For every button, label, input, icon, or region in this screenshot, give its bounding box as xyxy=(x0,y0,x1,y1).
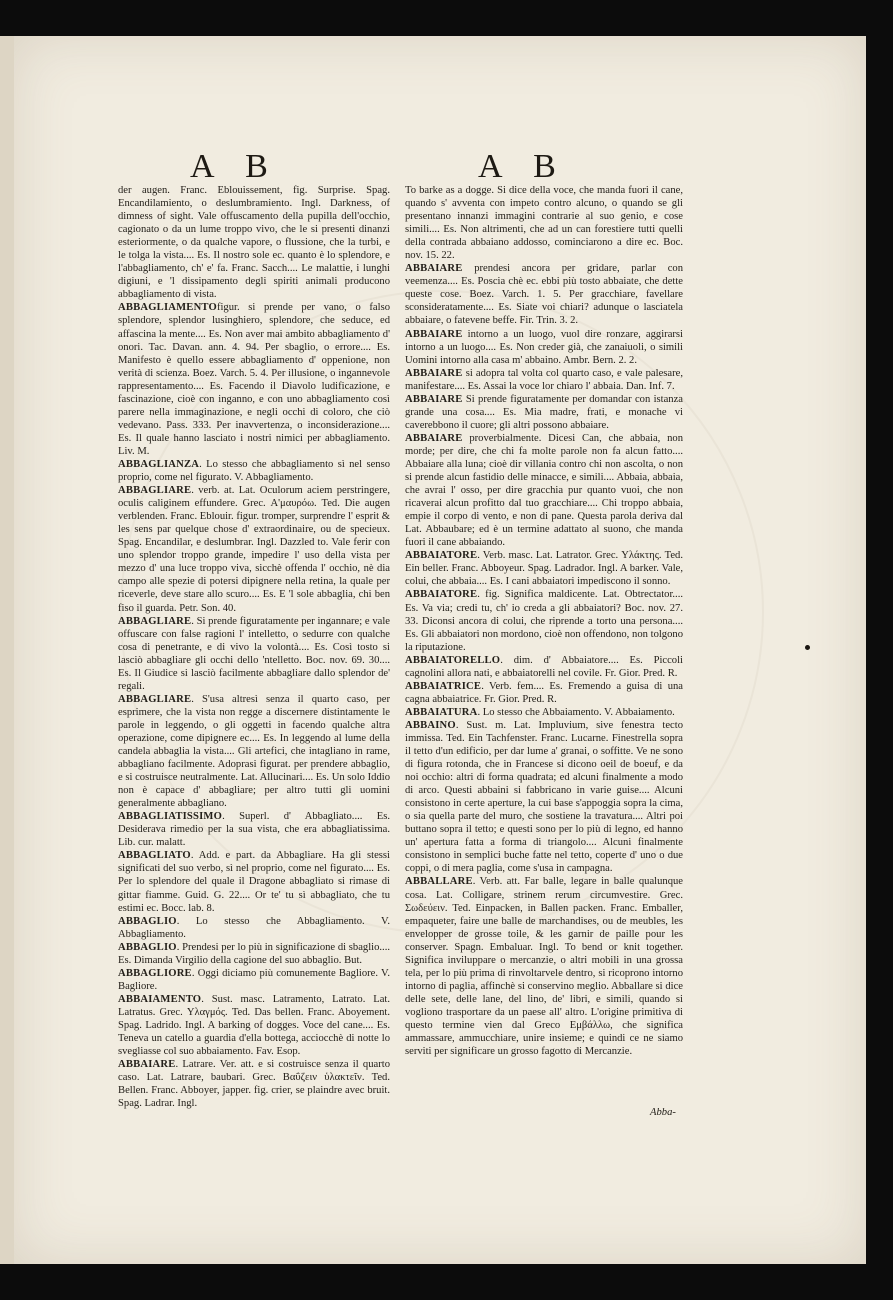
dictionary-entry xyxy=(405,393,683,432)
entry-headword: ABBAGLIAMENTO xyxy=(118,302,217,314)
dictionary-entry xyxy=(405,706,683,719)
entry-text: . Verb. fem.... Es. Fremendo a guisa di una cagna abbaiatrice. Fr. Gior. Pred. R. xyxy=(405,680,683,705)
entry-headword: ABBAIATORE xyxy=(405,550,478,562)
entry-text: . Verb. att. Far balle, legare in balle qualunque cosa. Lat. Colligare, strinem rerum circumvestire. Grec. Σωδεύειν. Ted. Einpacken, in Ballen packen. Franc. Emballer, empaqueter, faire une balle de marchandises, ou de meubles, les envelopper de grosse toile, & les garnir de paille pour les conserver. Spagn. Embaluar. Ingl. To bend or knit together. Significa inviluppare o mercanzie, o altri mobili in una grossa tela, per lo più prima di rinvoltarvele dentro, si ricoprono intorno intorno di paglia, affinchè si conservino meglio. Abballare si dice delle sete, delle lane, del lino, de' libri, e simili, quando si vogliono trasportare da un paese all' altro. L'origine primitiva di questo termine vien dal Greco Εμβάλλω, che significa ammassare, ammucchiare, unire insieme; e quindi ce ne siamo serviti per significare un grosso fagotto di Mercanzie. xyxy=(405,876,683,1058)
right-column xyxy=(405,184,683,1058)
entry-text: . Verb. masc. Lat. Latrator. Grec. Υλάκτης. Ted. Ein beller. Franc. Abboyeur. Spag. Ladrador. Ingl. A barker. Vale, colui, che abbaia.... Es. I cani abbaiatori impediscono il sonno. xyxy=(405,550,683,588)
entry-text: . Si prende figuratamente per ingannare; e vale offuscare con false ragioni l' intelletto, o sedurre con qualche cosa di penetrante, e di vivo la volontà.... Es. Così tosto si lasciò abbagliare gli occhi dello 'ntelletto. Boc. nov. 69. 30.... Es. Il Giudice si lasciò facilmente abbagliare dallo splendor de' regali. xyxy=(118,615,390,692)
entry-headword: ABBAIARE xyxy=(405,367,463,379)
entry-headword: ABBAIATURA xyxy=(405,706,478,718)
dictionary-entry xyxy=(405,654,683,680)
entry-text: intorno a un luogo, vuol dire ronzare, aggirarsi intorno a un luogo.... Es. Non creder già, che zanaiuoli, o simili Uomini intorno alla casa m' abbaino. Ambr. Bern. 2. 2. xyxy=(405,328,683,366)
entry-headword: ABBAIARE xyxy=(118,1059,176,1071)
left-column xyxy=(118,184,390,1110)
entry-text: der augen. Franc. Eblouissement, fig. Surprise. Spag. Encandilamiento, o deslumbramiento. Ingl. Darkness, of dimness of sight. Vale offuscamento della pupilla dell'occhio, cagionato o da un lume troppo vivo, che le si presenti dinanzi esteriormente, o da qualche vapore, o flussione, che la turbi, e le tolga la vista.... Es. Il nostro sole ec. quanto è lo splendore, e l'abbagliamento, ch' e' fa. Franc. Sacch.... Le malattie, i lunghi digiuni, e 'l dissipamento degli spiriti animali producono abbagliamento di vista. xyxy=(118,185,390,301)
entry-text: . Superl. d' Abbagliato.... Es. Desiderava rimedio per la sua vista, che era abbagliatissima. Lib. cur. malatt. xyxy=(118,811,390,849)
dictionary-entry xyxy=(118,484,390,614)
entry-text: . Lo stesso che abbagliamento sì nel senso proprio, come nel figurato. V. Abbagliamento. xyxy=(118,458,390,484)
entry-headword: ABBAIATORE xyxy=(405,589,478,601)
dictionary-entry xyxy=(118,458,390,484)
dictionary-entry xyxy=(405,875,683,1058)
entry-headword: ABBAGLIARE xyxy=(118,693,192,705)
entry-text: . Latrare. Ver. att. e si costruisce senza il quarto caso. Lat. Latrare, baubari. Grec. Βαΰζειν ὑλακτεῖν. Ted. Bellen. Franc. Abboyer, japper. fig. crier, se plaindre avec bruit. Spag. Ladrar. Ingl. xyxy=(118,1059,390,1110)
entry-text: prendesi ancora per gridare, parlar con veemenza.... Es. Poscia chè ec. ebbi più tosto abbaiate, che dette queste cose. Boez. Varch. 1. 5. Per gracchiare, favellare sconsideratamente.... Es. Siate voi chiari? adunque o lasciatela abbaiare, o fatevene beffe. Fir. Trin. 3. 2. xyxy=(405,263,683,327)
dictionary-entry xyxy=(118,615,390,693)
entry-headword: ABBALLARE xyxy=(405,876,473,888)
dictionary-entry xyxy=(118,1058,390,1110)
dictionary-entry xyxy=(405,262,683,327)
entry-headword: ABBAIATRICE xyxy=(405,680,482,692)
entry-headword: ABBAGLIANZA xyxy=(118,458,200,470)
entry-text: . Prendesi per lo più in significazione di sbaglio.... Es. Dimanda Virgilio della cagione del suo abbaglio. But. xyxy=(118,941,390,966)
dictionary-entry xyxy=(405,432,683,549)
dictionary-entry xyxy=(405,549,683,588)
dictionary-entry xyxy=(405,719,683,876)
entry-headword: ABBAGLIATO xyxy=(118,850,191,862)
dictionary-entry xyxy=(118,993,390,1058)
entry-text: . Sust. m. Lat. Impluvium, sive fenestra tecto immissa. Ted. Ein Tachfenster. Franc. Lucarne. Finestrella sopra il tetto d'un edificio, per dar lume a' granai, o soffitte. Ve ne sono di figura rotonda, che in Francese si dicono oeil de boeuf, e da noi occhio: altri di forma quadrata; ed alcuni finalmente a modo di arco. Questi abbaini si fabbricano in varie guise.... Alcuni consistono in certe aperture, la cui base s'appoggia sopra la cima, o sia quella parte del muro, che sostiene la travatura.... Altri poi buttano sopra il tetto; e questi sono per lo più di legno, ed hanno un' apertura fatta a forma di triangolo.... Alcuni finalmente consistono in semplici buche fatte nel tetto, coperte d' uno o due coppi, o di mera paglia, come s'usa in campagna. xyxy=(405,719,683,875)
entry-headword: ABBAIARE xyxy=(405,393,463,405)
entry-headword: ABBAGLIO xyxy=(118,915,177,927)
dictionary-entry xyxy=(118,184,390,301)
entry-text: . Sust. masc. Latramento, Latrato. Lat. Latratus. Grec. Υλαγμός. Ted. Das bellen. Franc. Aboyement. Spag. Ladrido. Ingl. A barking of dogges. Voce del cane.... Es. Teneva un catello a guardia d'ella bottega, acciocchè di notte lo svegliasse col suo abbaiamento. Fav. Esop. xyxy=(118,993,390,1058)
entry-headword: ABBAINO xyxy=(405,719,456,731)
entry-text: . Lo stesso che Abbagliamento. V. Abbagliamento. xyxy=(118,915,390,940)
entry-text: . verb. at. Lat. Oculorum aciem perstringere, oculis caliginem effundere. Grec. Α'μαυρόω. Ted. Die augen verblenden. Franc. Eblouir. figur. tromper, surprendre l' esprit & les sens par quelque chose d' extraordinaire, ou de specieux. Spag. Encandilar, e deslumbrar. Ingl. Dazzled to. Vale ferir con uno splendor troppo grande, impedire l' uso della vista per mezzo d' una luce troppo viva, sicchè offenda l' occhio, nè dia campo alle spezie di potersi dipignere nella retina, la quale per riceverle, deve stare allo scuro.... Es. E 'l sole abbaglia, chi ben fiso il guarda. Petr. Son. 40. xyxy=(118,485,390,614)
entry-text: . S'usa altresì senza il quarto caso, per esprimere, che la vista non regge a discernere distintamente le parole in leggendo, o gli oggetti in facendo qualche altra operazione, come dipignere ec.... Es. In leggendo al lume della candela abbaglia la vista.... Gli artefici, che intagliano in rame, abbagliano facilmente. Adoprasi figurat. per prendere abbaglio, e si costruisce neutralmente. Lat. Allucinari.... Es. Un solo Iddio non è capace d' abbagliare; per altro tutti gli uomini generalmente abbagliano. xyxy=(118,693,390,810)
dictionary-entry xyxy=(405,328,683,367)
dictionary-entry xyxy=(405,367,683,393)
entry-headword: ABBAGLIORE xyxy=(118,967,192,979)
dictionary-entry xyxy=(118,301,390,458)
dictionary-entry xyxy=(118,810,390,849)
entry-text: Si prende figuratamente per domandar con istanza grande una cosa.... Es. Mia madre, frati, e monache vi caverebbono il cuore; gli altri possono abbaiare. xyxy=(405,393,683,431)
entry-headword: ABBAIARE xyxy=(405,432,463,444)
dictionary-entry xyxy=(405,184,683,262)
dictionary-entry xyxy=(405,680,683,706)
entry-headword: ABBAIARE xyxy=(405,328,463,340)
dictionary-entry xyxy=(118,915,390,941)
running-header-left: A B xyxy=(190,148,280,185)
entry-text: . Oggi diciamo più comunemente Bagliore. V. Bagliore. xyxy=(118,967,390,992)
entry-text: proverbialmente. Dicesi Can, che abbaia, non morde; per dire, che chi fa molte parole non fa alcun fatto.... Abbaiare alla luna; cioè dir villania contro chi non ascolta, o non si prende alcun fastidio delle minacce, e simili.... Abbaia, abbaia, che avrai l' osso, per dire gracchia pur quanto vuoi, che non ricaverai alcun profitto dal tuo gracchiare.... Chi troppo abbaia, empie il corpo di vento, e non di pane. Questa parola deriva dal Lat. Abbaubare; ed è un termine adattato al suono, che manda fuori il cane abbaiando. xyxy=(405,432,683,549)
entry-text: . Lo stesso che Abbaiamento. V. Abbaiamento. xyxy=(477,706,675,718)
ink-spot xyxy=(805,645,810,650)
entry-text: . dim. d' Abbaiatore.... Es. Piccoli cagnolini allora nati, e abbaiatorelli nel covile. Fr. Gior. Pred. R. xyxy=(405,654,683,679)
dictionary-entry xyxy=(405,588,683,653)
entry-text: To barke as a dogge. Si dice della voce, che manda fuori il cane, quando s' avventa con impeto contro alcuno, o quando se gli presentano innanzi immagini contrarie al suo genio, e cose simili.... Es. Non altrimenti, che ad un can forestiere tutti quelli della contrada abbaiano addosso, cominciarono a dire ec. Boc. nov. 15. 22. xyxy=(405,185,683,262)
running-header-right: A B xyxy=(478,148,568,185)
catchword: Abba- xyxy=(650,1107,676,1118)
dictionary-entry xyxy=(118,693,390,810)
entry-headword: ABBAGLIARE xyxy=(118,485,192,497)
entry-headword: ABBAGLIO xyxy=(118,941,177,953)
entry-text: si adopra tal volta col quarto caso, e vale palesare, manifestare.... Es. Assai la voce lor chiaro l' abbaia. Dan. Inf. 7. xyxy=(405,367,683,392)
dictionary-entry xyxy=(118,941,390,967)
entry-headword: ABBAIATORELLO xyxy=(405,654,501,666)
entry-headword: ABBAGLIARE xyxy=(118,615,192,627)
entry-text: . Add. e part. da Abbagliare. Ha gli stessi significati del suo verbo, sì nel proprio, come nel figurato.... Es. Per lo splendore del quale il Dragone abbagliato si rimase di gittar fiamme. Guid. G. 22.... Or te' tu sì abbagliato, che tu estimi ec. Bocc. lab. 8. xyxy=(118,850,390,914)
entry-headword: ABBAIARE xyxy=(405,263,463,275)
dictionary-entry xyxy=(118,967,390,993)
entry-text: figur. si prende per vano, o falso splendore, splendor lusinghiero, splendore, che seduce, ed affascina la mente.... Es. Non aver mai ambito abbagliamento d' onori. Tac. Davan. ann. 4. 94. Per sbaglio, o errore.... Es. Manifesto è quello essere abbagliamento d' oppenione, non verità di scienza. Boez. Varch. 5. 4. Per illusione, o ingannevole rappresentamento.... Es. Facendo il Diavolo ludificazione, e fascinazione, cioè con inganno, e con uno abbagliamento così parere nella immaginazione, e negli occhi di coloro, che ciò vedevano. Pass. 333. Per inavvertenza, o inconsiderazione.... Es. Il quale hanno lasciato i nostri nimici per abbagliamento. Liv. M. xyxy=(118,302,390,457)
entry-headword: ABBAGLIATISSIMO xyxy=(118,811,223,823)
entry-text: . fig. Significa maldicente. Lat. Obtrectator.... Es. Va via; credi tu, ch' io creda a gli abbaiatori? Boc. nov. 27. 33. Diconsi ancora di colui, che riprende a torto una persona.... Es. Gli abbaiatori non mordono, cioè non offendono, non tolgono la riputazione. xyxy=(405,589,683,653)
entry-headword: ABBAIAMENTO xyxy=(118,993,202,1005)
dictionary-entry xyxy=(118,849,390,914)
